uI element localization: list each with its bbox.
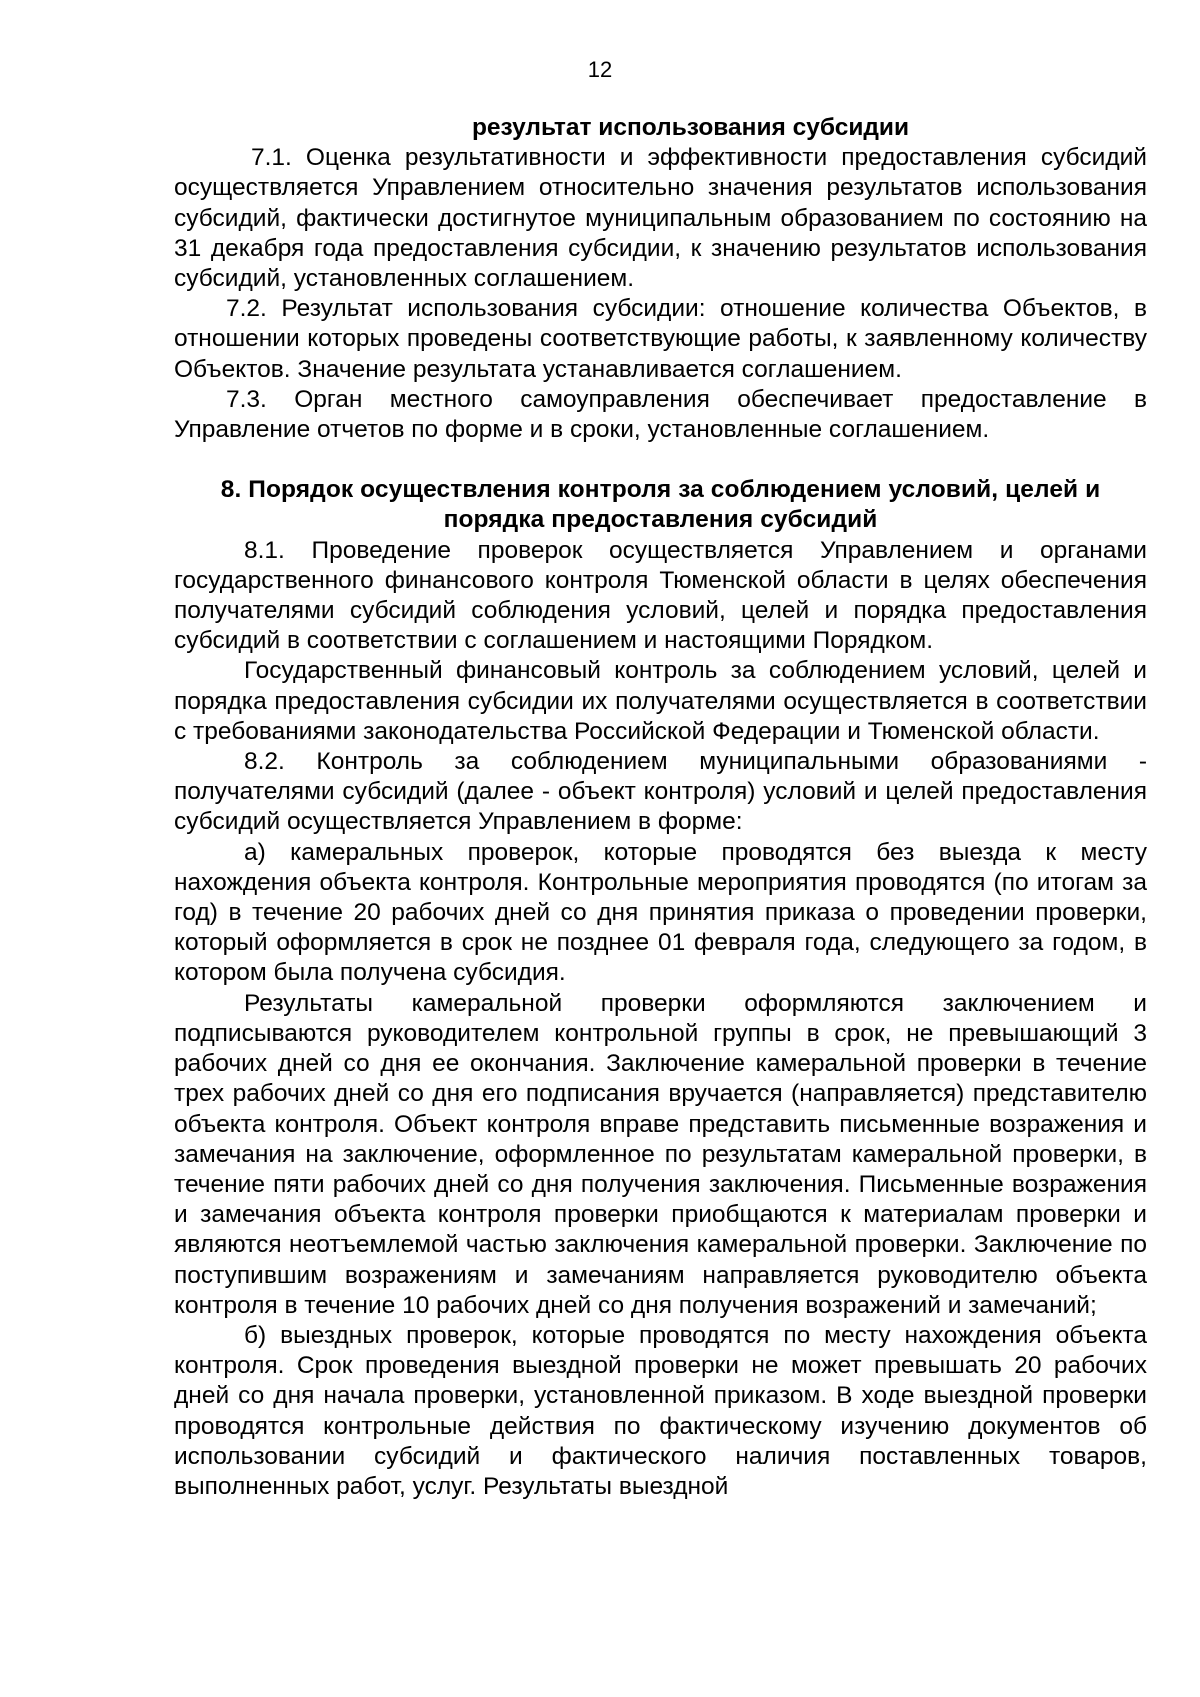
paragraph-8-1: 8.1. Проведение проверок осуществляется Управлением и органами государственного финансового контроля Тюменской области в целях обеспечения получателями субсидий соблюдения условий, целей и порядка предоставления субсидий в соответствии с соглашением и настоящими Порядком.	[174, 536, 1147, 655]
section-8-heading: 8. Порядок осуществления контроля за соблюдением условий, целей и порядка предоставления субсидий	[220, 476, 1101, 534]
page-number: 12	[587, 57, 613, 82]
paragraph-7-1: 7.1. Оценка результативности и эффективности предоставления субсидий осуществляется Управлением относительно значения результатов использования субсидий, фактически достигнутое муниципальным образованием по состоянию на 31 декабря года предоставления субсидии, к значению результатов использования субсидий, установленных соглашением.	[174, 144, 1147, 293]
paragraph-7-2: 7.2. Результат использования субсидии: отношение количества Объектов, в отношении которых проведены соответствующие работы, к заявленному количеству Объектов. Значение результата устанавливается соглашением.	[174, 295, 1147, 383]
paragraph-8-2-a: а) камеральных проверок, которые проводятся без выезда к месту нахождения объекта контроля. Контрольные мероприятия проводятся (по итогам за год) в течение 20 рабочих дней со дня принятия приказа о проведении проверки, который оформляется в срок не позднее 01 февраля года, следующего за годом, в котором была получена субсидия.	[174, 838, 1147, 987]
section-gap	[174, 445, 1147, 475]
document-body	[174, 113, 1147, 1502]
paragraph-8-2-b: б) выездных проверок, которые проводятся по месту нахождения объекта контроля. Срок проведения выездной проверки не может превышать 20 рабочих дней со дня начала проверки, установленной приказом. В ходе выездной проверки проводятся контрольные действия по фактическому изучению документов об использовании субсидий и фактического наличия поставленных товаров, выполненных работ, услуг. Результаты выездной	[174, 1321, 1147, 1500]
paragraph-8-2: 8.2. Контроль за соблюдением муниципальными образованиями - получателями субсидий (далее - объект контроля) условий и целей предоставления субсидий осуществляется Управлением в форме:	[174, 748, 1147, 836]
paragraph-7-3: 7.3. Орган местного самоуправления обеспечивает предоставление в Управление отчетов по форме и в сроки, установленные соглашением.	[174, 385, 1147, 444]
section-7-heading-tail: результат использования субсидии	[471, 114, 910, 141]
paragraph-8-1-state-control: Государственный финансовый контроль за соблюдением условий, целей и порядка предоставления субсидии их получателями осуществляется в соответствии с требованиями законодательства Российской Федерации и Тюменской области.	[174, 657, 1147, 745]
paragraph-8-2-a-results: Результаты камеральной проверки оформляются заключением и подписываются руководителем контрольной группы в срок, не превышающий 3 рабочих дней со дня ее окончания. Заключение камеральной проверки в течение трех рабочих дней со дня его подписания вручается (направляется) представителю объекта контроля. Объект контроля вправе представить письменные возражения и замечания на заключение, оформленное по результатам камеральной проверки, в течение пяти рабочих дней со дня получения заключения. Письменные возражения и замечания объекта контроля проверки приобщаются к материалам проверки и являются неотъемлемой частью заключения камеральной проверки. Заключение по поступившим возражениям и замечаниям направляется руководителю объекта контроля в течение 10 рабочих дней со дня получения возражений и замечаний;	[174, 989, 1147, 1319]
